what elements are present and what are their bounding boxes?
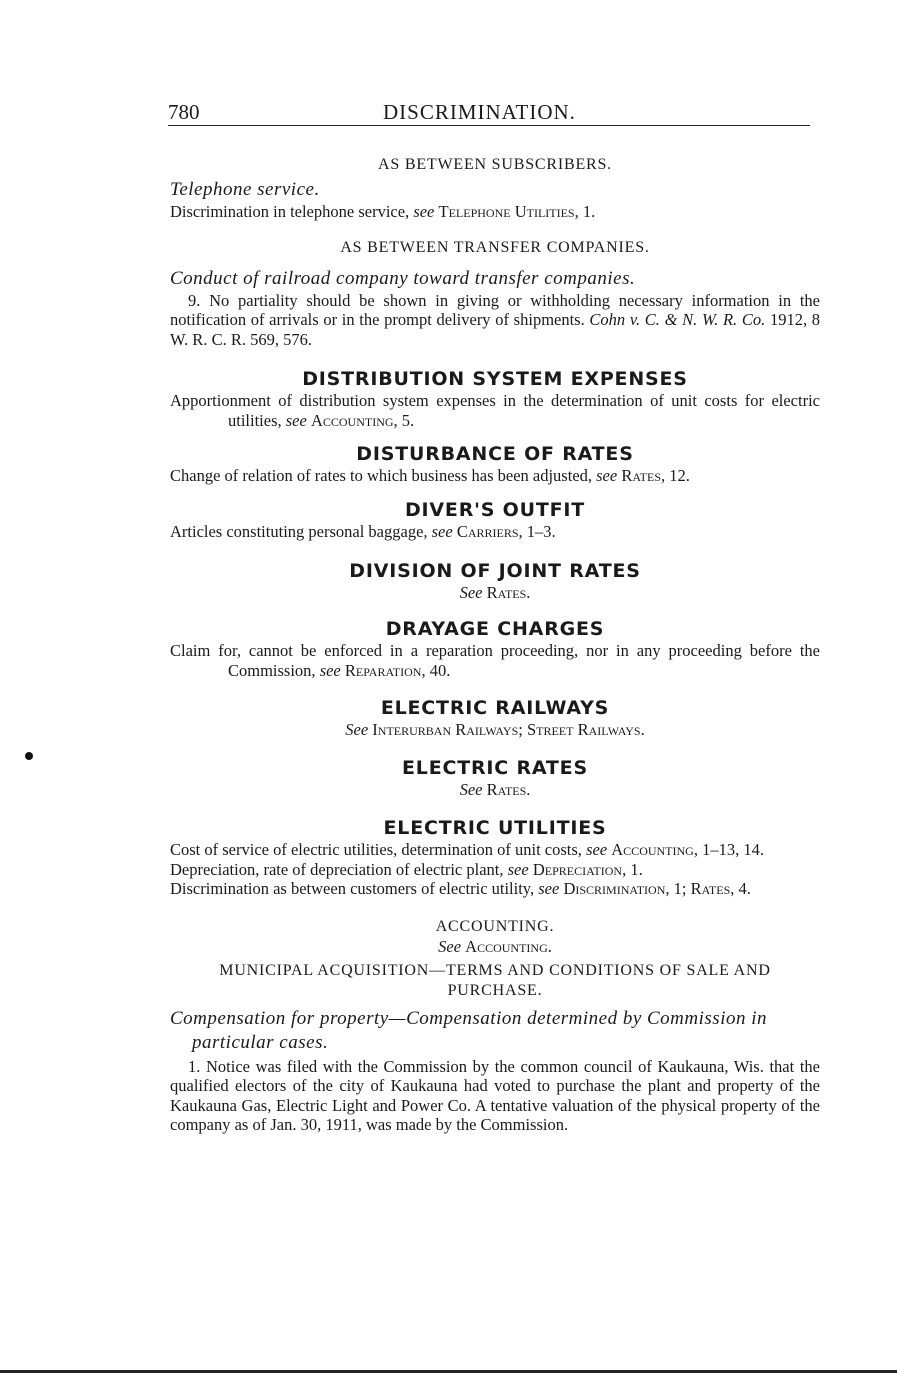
entry-electric-railways: See Interurban Railways; Street Railways.: [345, 720, 645, 739]
entry-drayage-charges: Claim for, cannot be enforced in a reparation proceeding, nor in any proceeding before the Commission, see Reparation, 40.: [170, 641, 820, 680]
entry-distribution-system-expenses: Apportionment of distribution system expenses in the determination of unit costs for electric utilities, see Accounting, 5.: [170, 391, 820, 430]
heading-electric-utilities: ELECTRIC UTILITIES: [383, 817, 607, 839]
running-head: DISCRIMINATION.: [383, 100, 576, 124]
heading-disturbance-of-rates: DISTURBANCE OF RATES: [356, 443, 634, 465]
entry-division-of-joint-rates: See Rates.: [459, 583, 531, 602]
subheading-accounting: ACCOUNTING.: [435, 917, 555, 935]
page-content: [170, 155, 820, 1135]
entry-disturbance-of-rates: Change of relation of rates to which business has been adjusted, see Rates, 12.: [170, 466, 690, 485]
subheading-municipal-acquisition: MUNICIPAL ACQUISITION—TERMS AND CONDITIONS OF SALE AND PURCHASE.: [219, 961, 771, 999]
page-bottom-edge: [0, 1370, 897, 1373]
heading-division-of-joint-rates: DIVISION OF JOINT RATES: [349, 560, 641, 582]
heading-divers-outfit: DIVER'S OUTFIT: [404, 498, 586, 521]
paragraph-9: 9. No partiality should be shown in giving or withholding necessary information in the notification of arrivals or in the prompt delivery of shipments. Cohn v. C. & N. W. R. Co. 1912, 8 W. R. C. R. 569, 576.: [170, 290, 821, 349]
entry-depreciation: Depreciation, rate of depreciation of electric plant, see Depreciation, 1.: [170, 859, 643, 879]
page-number: 780: [168, 100, 200, 124]
entry-divers-outfit: Articles constituting personal baggage, see Carriers, 1–3.: [170, 521, 556, 541]
page-header: [168, 100, 808, 132]
entry-cost-of-service: Cost of service of electric utilities, determination of unit costs, see Accounting, 1–13, 14.: [170, 840, 764, 859]
entry-see-accounting: See Accounting.: [438, 936, 552, 956]
stray-ink-dot: [25, 752, 33, 760]
paragraph-1: 1. Notice was filed with the Commission by the common council of Kaukauna, Wis. that the qualified electors of the city of Kaukauna had voted to purchase the plant and property of the Kaukauna Gas, Electric Light and Power Co. A tentative valuation of the physical property of the company as of Jan. 30, 1911, was made by the Commission.: [170, 1056, 820, 1134]
entry-electric-rates: See Rates.: [459, 780, 531, 799]
italic-heading-conduct: Conduct of railroad company toward transfer companies.: [170, 267, 636, 289]
italic-heading-telephone: Telephone service.: [170, 179, 320, 200]
italic-heading-compensation: Compensation for property—Compensation determined by Commission in particular cases.: [170, 1007, 767, 1053]
header-rule: [168, 125, 810, 126]
entry-discrimination-customers: Discrimination as between customers of electric utility, see Discrimination, 1; Rates, 4.: [170, 879, 751, 898]
heading-electric-rates: ELECTRIC RATES: [402, 757, 588, 779]
heading-drayage-charges: DRAYAGE CHARGES: [385, 618, 605, 640]
heading-distribution-system-expenses: DISTRIBUTION SYSTEM EXPENSES: [302, 368, 688, 390]
subheading-transfer-companies: AS BETWEEN TRANSFER COMPANIES.: [340, 238, 650, 256]
subheading-subscribers: AS BETWEEN SUBSCRIBERS.: [378, 156, 612, 173]
entry-telephone-discrimination: Discrimination in telephone service, see Telephone Utilities, 1.: [170, 202, 596, 221]
heading-electric-railways: ELECTRIC RAILWAYS: [380, 697, 610, 719]
